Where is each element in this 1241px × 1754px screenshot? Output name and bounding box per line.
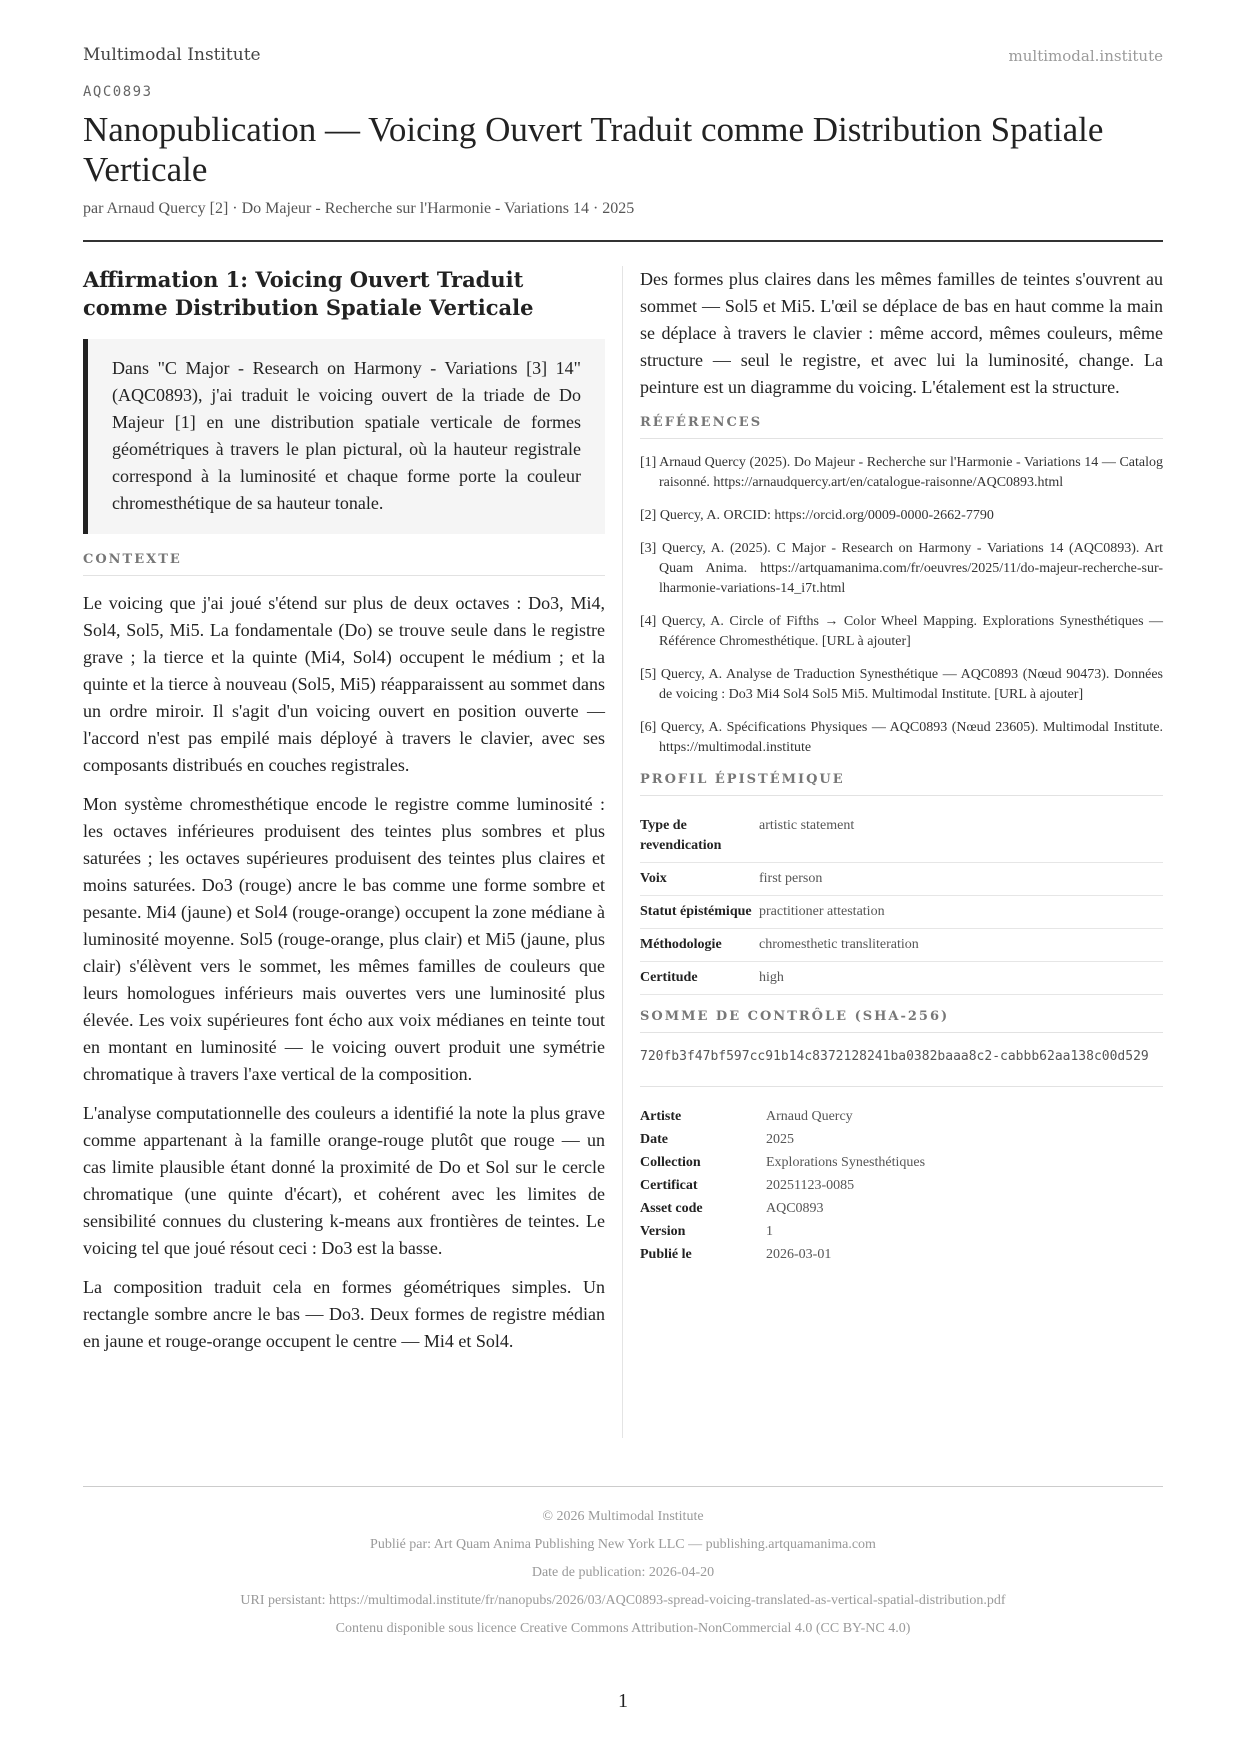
publisher-line: Publié par: Art Quam Anima Publishing New York LLC — publishing.artquamanima.com xyxy=(370,1537,876,1552)
epistemic-key: Voix xyxy=(640,863,759,896)
column-divider xyxy=(622,266,623,1438)
institute-site: multimodal.institute xyxy=(1008,47,1163,65)
epistemic-value: artistic statement xyxy=(759,810,1163,863)
epistemic-heading: PROFIL ÉPISTÉMIQUE xyxy=(640,772,1163,796)
document-code: AQC0893 xyxy=(83,84,153,100)
epistemic-key: Certitude xyxy=(640,962,759,995)
table-row xyxy=(640,1197,925,1220)
checksum-heading: SOMME DE CONTRÔLE (SHA-256) xyxy=(640,1009,1163,1033)
epistemic-value: practitioner attestation xyxy=(759,896,1163,929)
meta-value: 20251123-0085 xyxy=(766,1178,855,1193)
table-row xyxy=(640,929,1163,962)
reference-item: [5] Quercy, A. Analyse de Traduction Synesthétique — AQC0893 (Nœud 90473). Données de voicing : Do3 Mi4 Sol4 Sol5 Mi5. Multimodal Institute. [URL à ajouter] xyxy=(640,667,1163,702)
table-row xyxy=(640,1174,925,1197)
page-title: Nanopublication — Voicing Ouvert Traduit comme Distribution Spatiale Verticale xyxy=(83,110,1104,189)
claim-title: Affirmation 1: Voicing Ouvert Traduit comme Distribution Spatiale Verticale xyxy=(83,267,534,320)
title-divider xyxy=(83,240,1163,242)
top-bar xyxy=(83,45,1163,69)
epistemic-key: Statut épistémique xyxy=(640,896,759,929)
meta-value: Explorations Synesthétiques xyxy=(766,1155,926,1170)
checksum-section xyxy=(640,1009,1163,1087)
epistemic-value: chromesthetic transliteration xyxy=(759,929,1163,962)
table-row xyxy=(640,1105,925,1128)
context-paragraph: La composition traduit cela en formes géométriques simples. Un rectangle sombre ancre le bas — Do3. Deux formes de registre médian en jaune et rouge-orange occupent le centre — Mi4 et Sol4. xyxy=(83,1277,605,1351)
epistemic-table xyxy=(640,810,1163,995)
context-heading: CONTEXTE xyxy=(83,552,605,576)
meta-value: 2026-03-01 xyxy=(766,1247,832,1262)
reference-item: [2] Quercy, A. ORCID: https://orcid.org/0009-0000-2662-7790 xyxy=(640,508,994,523)
reference-item: [6] Quercy, A. Spécifications Physiques — AQC0893 (Nœud 23605). Multimodal Institute. https://multimodal.institute xyxy=(640,720,1163,755)
table-row xyxy=(640,1243,925,1266)
references-list xyxy=(640,453,1163,758)
table-row xyxy=(640,863,1163,896)
metadata-table xyxy=(640,1105,925,1266)
context-paragraph: Mon système chromesthétique encode le registre comme luminosité : les octaves inférieures produisent des teintes plus sombres et plus saturées ; les octaves supérieures produisent des teintes plus claires et moins saturées. Do3 (rouge) ancre le bas comme une forme sombre et pesante. Mi4 (jaune) et Sol4 (rouge-orange) occupent la zone médiane à luminosité moyenne. Sol5 (rouge-orange, plus clair) et Mi5 (jaune, plus clair) s'élèvent vers le sommet, les mêmes familles de couleurs que leurs homologues inférieurs mais ouvertes vers une luminosité plus élevée. Les voix supérieures font écho aux voix médianes en teinte tout en montant en luminosité — le voicing ouvert produit une symétrie chromatique à travers l'axe vertical de la composition. xyxy=(83,794,605,1084)
reference-item: [4] Quercy, A. Circle of Fifths → Color Wheel Mapping. Explorations Synesthétiques — Référence Chromesthétique. [URL à ajouter] xyxy=(640,614,1163,649)
meta-key: Version xyxy=(640,1224,686,1239)
meta-value: 2025 xyxy=(766,1132,794,1147)
reference-item: [1] Arnaud Quercy (2025). Do Majeur - Recherche sur l'Harmonie - Variations 14 — Catalog raisonné. https://arnaudquercy.art/en/catalogue-raisonne/AQC0893.html xyxy=(640,455,1163,490)
table-row xyxy=(640,1128,925,1151)
meta-value: Arnaud Quercy xyxy=(766,1109,853,1124)
page-number: 1 xyxy=(618,1690,628,1712)
reference-item: [3] Quercy, A. (2025). C Major - Research on Harmony - Variations 14 (AQC0893). Art Quam Anima. https://artquamanima.com/fr/oeuvres/2025/11/do-majeur-recherche-sur-lharmonie-variations-14_i7t.html xyxy=(640,541,1163,596)
meta-key: Certificat xyxy=(640,1178,698,1193)
left-column xyxy=(83,266,605,1367)
copyright: © 2026 Multimodal Institute xyxy=(542,1509,704,1524)
epistemic-value: first person xyxy=(759,863,1163,896)
meta-key: Publié le xyxy=(640,1247,692,1262)
context-paragraph: L'analyse computationnelle des couleurs a identifié la note la plus grave comme appartenant à la famille orange-rouge plutôt que rouge — un cas limite plausible étant donné la proximité de Do et Sol sur le cercle chromatique (une quinte d'écart), et cohérent avec les limites de sensibilité connues du clustering k-means aux frontières de teintes. Le voicing tel que joué résout ceci : Do3 est la basse. xyxy=(83,1103,605,1258)
context-continuation: Des formes plus claires dans les mêmes familles de teintes s'ouvrent au sommet — Sol5 et Mi5. L'œil se déplace de bas en haut comme la main se déplace à travers le clavier : même accord, mêmes couleurs, même structure — seul le registre, et avec lui la luminosité, change. La peinture est un diagramme du voicing. L'étalement est la structure. xyxy=(640,269,1163,397)
table-row xyxy=(640,1220,925,1243)
meta-key: Date xyxy=(640,1132,668,1147)
meta-key: Collection xyxy=(640,1155,701,1170)
persistent-uri: URI persistant: https://multimodal.institute/fr/nanopubs/2026/03/AQC0893-spread-voicing-translated-as-vertical-spatial-distribution.pdf xyxy=(240,1593,1006,1608)
checksum-value: 720fb3f47bf597cc91b14c8372128241ba0382baaa8c2-cabbb62aa138c00d529 xyxy=(640,1047,1163,1087)
context-paragraph: Le voicing que j'ai joué s'étend sur plus de deux octaves : Do3, Mi4, Sol4, Sol5, Mi5. La fondamentale (Do) se trouve seule dans le registre grave ; la tierce et la quinte (Mi4, Sol4) occupent le médium ; et la quinte et la tierce à nouveau (Sol5, Mi5) réapparaissent au sommet dans un ordre miroir. Il s'agit d'un voicing ouvert en position ouverte — l'accord n'est pas empilé mais déployé à travers le clavier, avec ses composants distribués en couches registrales. xyxy=(83,593,605,775)
epistemic-key: Méthodologie xyxy=(640,929,759,962)
meta-value: 1 xyxy=(766,1224,773,1239)
meta-key: Asset code xyxy=(640,1201,703,1216)
publication-date: Date de publication: 2026-04-20 xyxy=(531,1565,715,1580)
meta-key: Artiste xyxy=(640,1109,682,1124)
meta-value: AQC0893 xyxy=(766,1201,824,1216)
byline: par Arnaud Quercy [2] · Do Majeur - Recherche sur l'Harmonie - Variations 14 · 2025 xyxy=(83,200,635,217)
footer xyxy=(83,1503,1163,1643)
claim-statement: Dans "C Major - Research on Harmony - Variations [3] 14" (AQC0893), j'ai traduit le voicing ouvert de la triade de Do Majeur [1] en une distribution spatiale verticale de formes géométriques à travers le plan pictural, où la hauteur registrale correspond à la luminosité et chaque forme porte la couleur chromesthétique de sa hauteur tonale. xyxy=(83,339,605,534)
license-line: Contenu disponible sous licence Creative Commons Attribution-NonCommercial 4.0 (CC BY-NC 4.0) xyxy=(335,1621,911,1636)
references-heading: RÉFÉRENCES xyxy=(640,415,1163,439)
epistemic-key: Type de revendication xyxy=(640,810,759,863)
epistemic-value: high xyxy=(759,962,1163,995)
institute-name: Multimodal Institute xyxy=(83,45,261,65)
table-row xyxy=(640,962,1163,995)
table-row xyxy=(640,1151,925,1174)
epistemic-section xyxy=(640,772,1163,995)
table-row xyxy=(640,810,1163,863)
references-section xyxy=(640,415,1163,758)
footer-divider xyxy=(83,1486,1163,1487)
table-row xyxy=(640,896,1163,929)
right-column xyxy=(640,266,1163,1266)
